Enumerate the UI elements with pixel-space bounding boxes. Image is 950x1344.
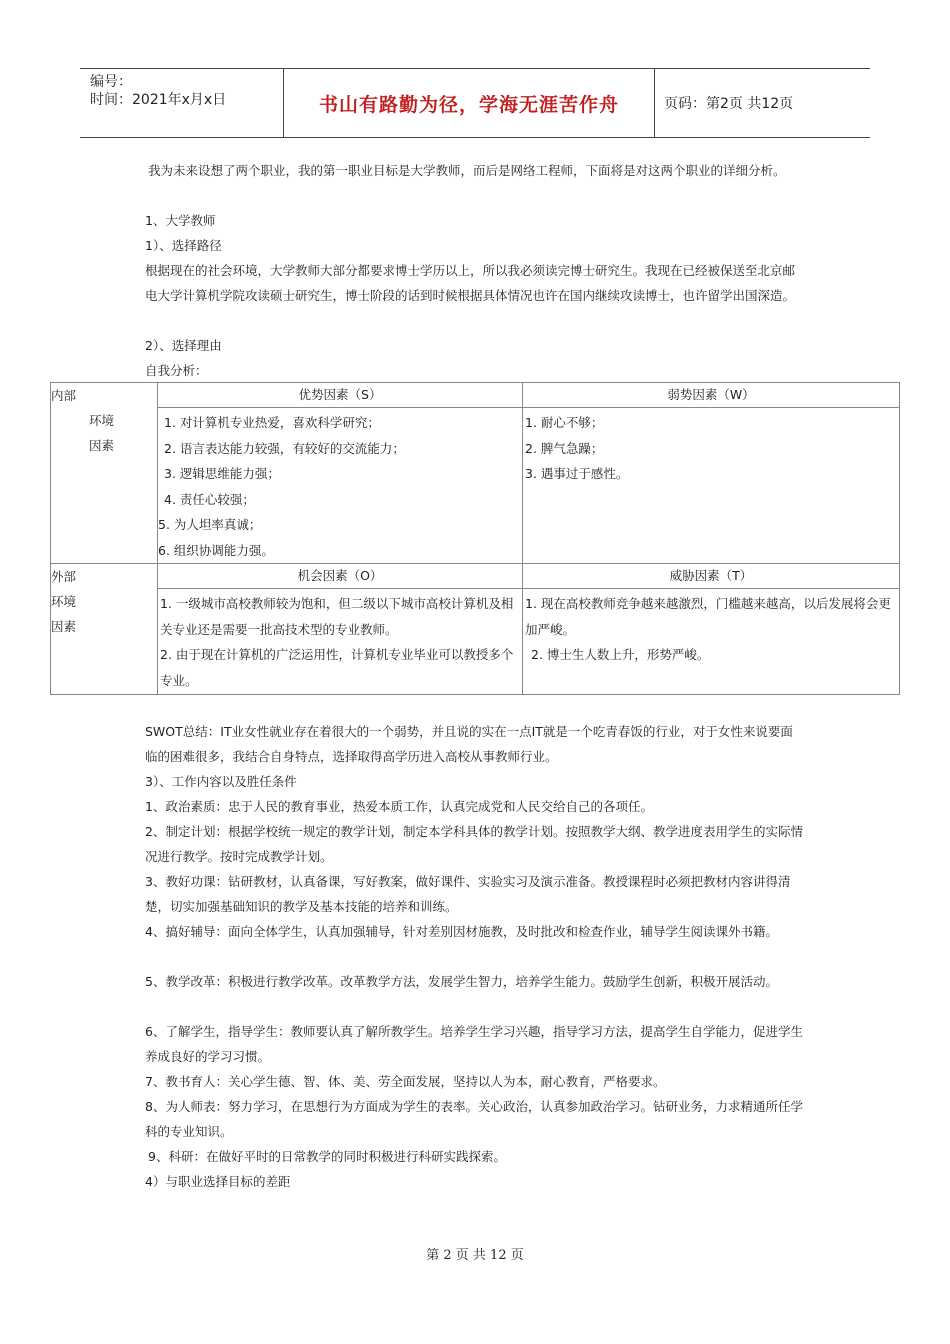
weaknesses-header: 弱势因素（W） (523, 383, 899, 408)
duty-item: 4、搞好辅导：面向全体学生，认真加强辅导，针对差别因材施教，及时批改和检查作业，辅导学生阅读课外书籍。 (145, 924, 778, 939)
swot-table (50, 382, 900, 695)
threats-text (523, 589, 899, 668)
strengths-list (158, 408, 522, 563)
duty-item: 3、教好功课：钻研教材，认真备课，写好教案，做好课件、实验实习及演示准备。教授课程时必须把教材内容讲得清楚，切实加强基础知识的教学及基本技能的培养和训练。 (145, 874, 791, 914)
external-factors-label: 外部 环境 因素 (51, 564, 158, 695)
strengths-header: 优势因素（S） (158, 383, 522, 408)
internal-factors-label: 内部 环境 因素 (51, 383, 158, 564)
list-item: 6. 组织协调能力强。 (158, 542, 274, 558)
header-page-cell (654, 69, 870, 137)
list-item: 4. 责任心较强； (164, 491, 255, 507)
strengths-cell (158, 383, 523, 564)
opportunities-cell (158, 564, 523, 695)
section-title: 1、大学教师 (145, 213, 216, 228)
list-item: 3. 遇事过于感性。 (525, 466, 629, 481)
list-item: 1. 一级城市高校教师较为饱和，但二级以下城市高校计算机及相关专业还是需要一批高技术型的专业教师。 (160, 596, 514, 637)
page-header (80, 68, 870, 138)
document-number: 编号： (90, 74, 132, 90)
path-paragraph: 根据现在的社会环境，大学教师大部分都要求博士学历以上，所以我必须读完博士研究生。我现在已经被保送至北京邮电大学计算机学院攻读硕士研究生，博士阶段的话到时候根据具体情况也许在国内继续攻读博士，也许留学出国深造。 (145, 263, 796, 303)
subsection-title: 1）、选择路径 (145, 238, 222, 253)
duty-item: 2、制定计划：根据学校统一规定的教学计划，制定本学科具体的教学计划。按照教学大纲、教学进度表用学生的实际情况进行教学。按时完成教学计划。 (145, 824, 803, 864)
list-item: 2. 由于现在计算机的广泛运用性，计算机专业毕业可以教授多个专业。 (160, 647, 514, 688)
subsection-title: 4）与职业选择目标的差距 (145, 1174, 291, 1189)
threats-header: 威胁因素（T） (523, 564, 899, 589)
motto: 书山有路勤为径，学海无涯苦作舟 (318, 94, 619, 116)
swot-summary: SWOT总结：IT业女性就业存在着很大的一个弱势，并且说的实在一点IT就是一个吃青春饭的行业，对于女性来说要面临的困难很多，我结合自身特点，选择取得高学历进入高校从事教师行业。 (145, 724, 793, 764)
opportunities-header: 机会因素（O） (158, 564, 522, 589)
self-analysis-label: 自我分析： (145, 363, 208, 378)
list-item: 2. 脾气急躁； (525, 440, 604, 456)
subsection-title: 2）、选择理由 (145, 338, 222, 353)
header-meta-cell (80, 69, 280, 137)
threats-cell (523, 564, 900, 695)
duty-item: 8、为人师表：努力学习，在思想行为方面成为学生的表率。关心政治，认真参加政治学习。钻研业务，力求精通所任学科的专业知识。 (145, 1099, 803, 1139)
duty-item: 1、政治素质：忠于人民的教育事业，热爱本质工作，认真完成党和人民交给自己的各项任。 (145, 799, 653, 814)
list-item: 1. 现在高校教师竞争越来越激烈，门槛越来越高，以后发展将会更加严峻。 (525, 596, 891, 637)
opportunities-text (158, 589, 522, 693)
list-item: 2. 博士生人数上升，形势严峻。 (531, 647, 710, 662)
duty-item: 9、科研：在做好平时的日常教学的同时积极进行科研实践探索。 (148, 1149, 506, 1164)
list-item: 3. 逻辑思维能力强； (164, 466, 280, 481)
weaknesses-list (523, 408, 899, 487)
list-item: 5. 为人坦率真诚； (158, 517, 262, 532)
subsection-title: 3）、工作内容以及胜任条件 (145, 774, 297, 789)
page-footer: 第 2 页 共 12 页 (426, 1248, 524, 1263)
duty-item: 7、教书育人：关心学生德、智、体、美、劳全面发展，坚持以人为本，耐心教育，严格要求。 (145, 1074, 666, 1089)
list-item: 1. 对计算机专业热爱，喜欢科学研究； (164, 415, 380, 430)
document-date: 时间：2021年x月x日 (90, 92, 227, 108)
page-indicator: 页码：第2页 共12页 (664, 96, 794, 112)
header-motto-cell (283, 69, 655, 137)
list-item: 2. 语言表达能力较强，有较好的交流能力； (164, 440, 405, 456)
duty-item: 6、了解学生，指导学生：教师要认真了解所教学生。培养学生学习兴趣，指导学习方法，提高学生自学能力，促进学生养成良好的学习习惯。 (145, 1024, 803, 1064)
list-item: 1. 耐心不够； (525, 415, 604, 430)
intro-paragraph: 我为未来设想了两个职业，我的第一职业目标是大学教师，而后是网络工程师，下面将是对这两个职业的详细分析。 (148, 163, 786, 178)
weaknesses-cell (523, 383, 900, 564)
duty-item: 5、教学改革：积极进行教学改革。改革教学方法，发展学生智力，培养学生能力。鼓励学生创新，积极开展活动。 (145, 974, 778, 989)
